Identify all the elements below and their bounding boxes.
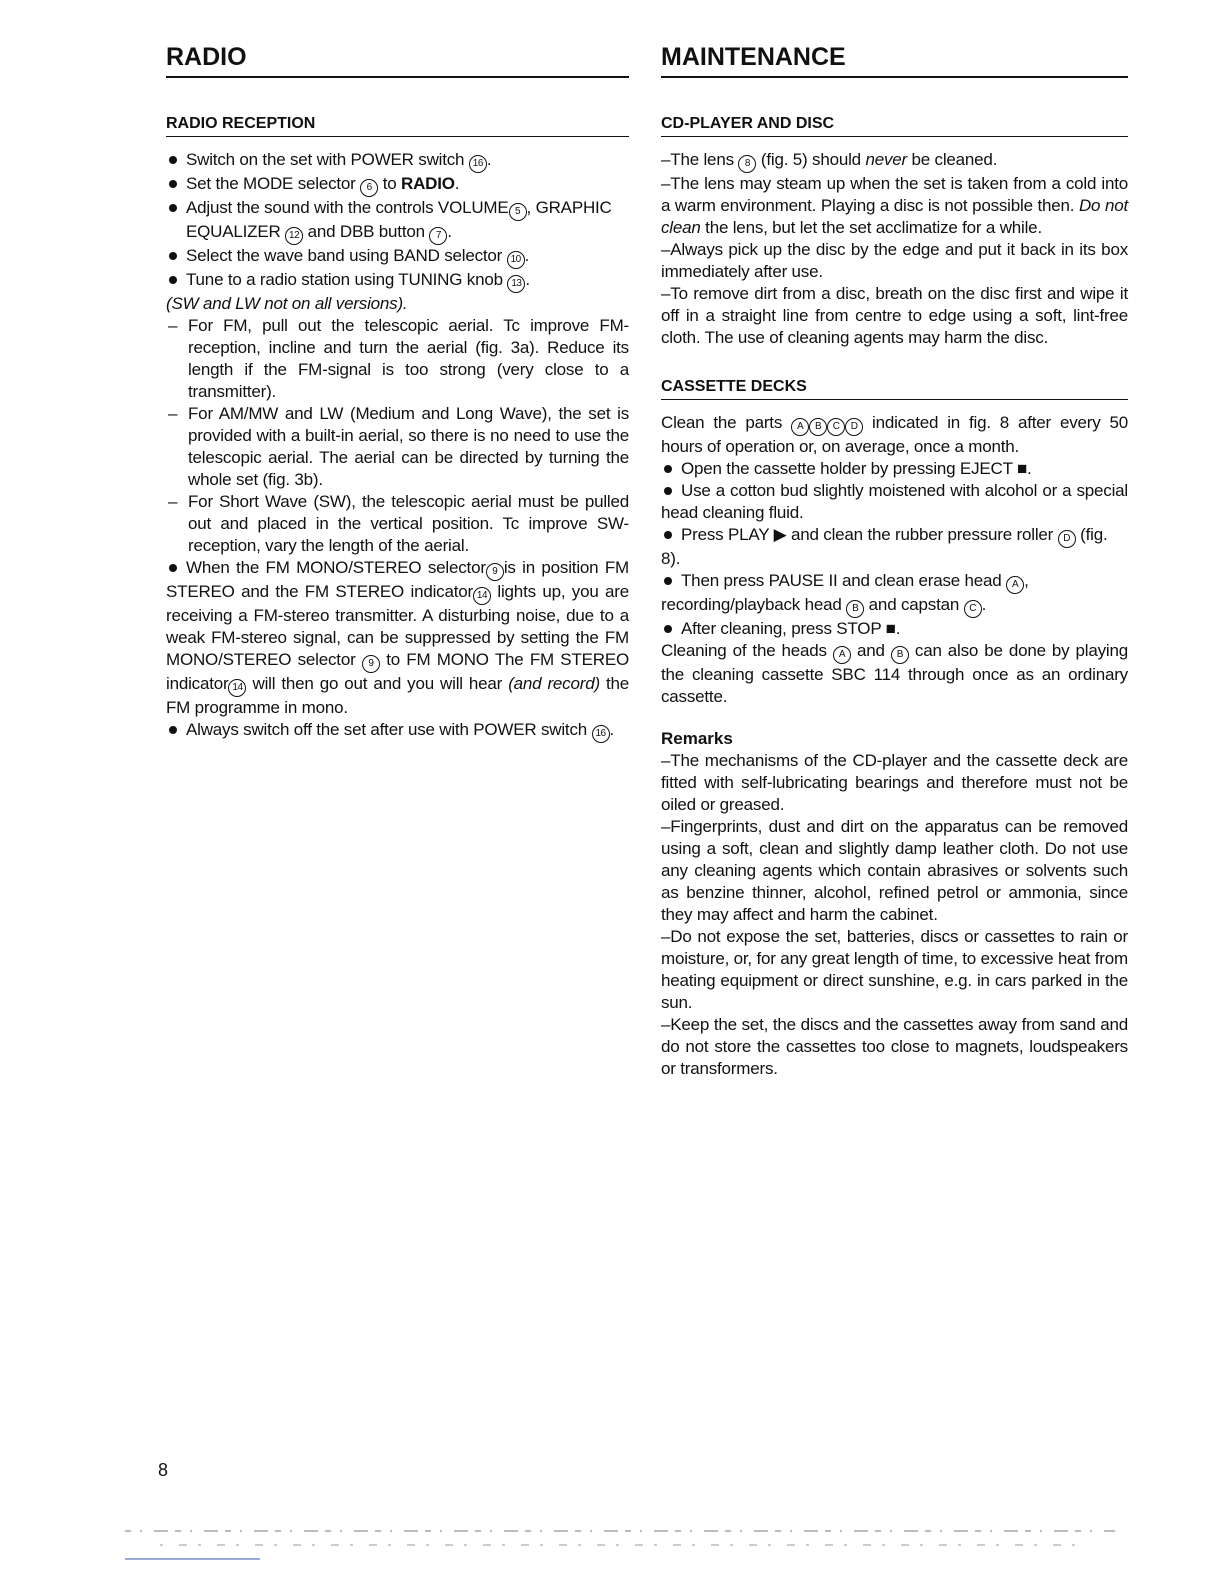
part-b-marker: B [891,646,909,664]
part-a-marker: A [1006,576,1024,594]
aerial-list [166,315,629,557]
cassette-heads-note: Cleaning of the heads A and B can also be done by playing the cleaning cassette SBC 114 through once as an ordinary cassette. [661,641,1128,706]
power-switch-marker: 16 [469,155,487,173]
list-item: – For FM, pull out the telescopic aerial. Tc improve FM-reception, incline and turn the aerial (fig. 3a). Reduce its length if the FM-signal is too strong (very close to a transmitter). [166,315,629,403]
mono-stereo-selector-marker: 9 [486,563,504,581]
remark-item: –Do not expose the set, batteries, discs or cassettes to rain or moisture, or, for any great length of time, to excessive heat from heating equipment or direct sunshine, e.g. in cars parked in the sun. [661,927,1128,1012]
list-item: Press PLAY ▶ and clean the rubber pressure roller D (fig. 8). [661,524,1128,570]
maintenance-column [661,42,1128,1080]
dbb-button-marker: 7 [429,227,447,245]
list-item: After cleaning, press STOP ■. [661,618,1128,640]
tuning-knob-marker: 13 [507,275,525,293]
stereo-indicator-marker: 14 [228,679,246,697]
switch-off-item: Always switch off the set after use with POWER switch 16 . [166,719,629,743]
power-switch-marker: 16 [592,725,610,743]
part-b-marker: B [846,600,864,618]
list-item: Select the wave band using BAND selector 10 . [166,245,629,269]
equalizer-marker: 12 [285,227,303,245]
part-d-marker: D [1058,530,1076,548]
mono-stereo-selector-marker: 9 [362,655,380,673]
page-number: 8 [158,1460,169,1480]
part-a-marker: A [833,646,851,664]
list-item: Tune to a radio station using TUNING knob 13 . [166,269,629,293]
list-item: Use a cotton bud slightly moistened with alcohol or a special head cleaning fluid. [661,481,1128,522]
remark-item: –Fingerprints, dust and dirt on the apparatus can be removed using a soft, clean and slightly damp leather cloth. Do not use any cleaning agents which contain abrasives or solvents such as benzine thinner, alcohol, refined petrol or ammonia, since they may affect and harm the cabinet. [661,817,1128,924]
remark-item: –The mechanisms of the CD-player and the cassette deck are fitted with self-lubricating bearings and therefore must not be oiled or greased. [661,751,1128,814]
cassette-decks-heading: CASSETTE DECKS [661,377,1128,400]
cd-lens-note: –The lens 8 (fig. 5) should never be cleaned. [661,149,1128,173]
maintenance-title: MAINTENANCE [661,42,1128,78]
part-d-marker: D [845,418,863,436]
cd-cleaning-note: –To remove dirt from a disc, breath on the disc first and wipe it off in a straight line from centre to edge using a soft, lint-free cloth. The use of cleaning agents may harm the disc. [661,284,1128,347]
stereo-paragraph: When the FM MONO/STEREO selector 9 is in position FM STEREO and the FM STEREO indicator 14 lights up, you are receiving a FM-stereo transmitter. A disturbing noise, due to a weak FM-stereo signal, can be suppressed by setting the FM MONO/STEREO selector 9 to FM MONO The FM STEREO indicator 14 will then go out and you will hear (and record) the FM programme in mono. [166,558,630,717]
volume-marker: 5 [509,203,527,221]
cassette-intro: Clean the parts A B C D indicated in fig. 8 after every 50 hours of operation or, on average, once a month. [661,413,1128,456]
part-b-marker: B [809,418,827,436]
cd-player-heading: CD-PLAYER AND DISC [661,114,1128,137]
band-selector-marker: 10 [507,251,525,269]
part-c-marker: C [964,600,982,618]
radio-title: RADIO [166,42,629,78]
remark-item: –Keep the set, the discs and the cassettes away from sand and do not store the cassettes too close to magnets, loudspeakers or transformers. [661,1015,1128,1078]
radio-steps-list [166,149,629,293]
cassette-steps-list [661,458,1128,640]
radio-column [166,42,629,743]
part-a-marker: A [791,418,809,436]
mode-selector-marker: 6 [360,179,378,197]
list-item: – For Short Wave (SW), the telescopic aerial must be pulled out and placed in the vertical position. Tc improve SW-reception, vary the length of the aerial. [166,491,629,557]
list-item: Open the cassette holder by pressing EJECT ■. [661,458,1128,480]
scan-artifact [120,1525,1120,1565]
radio-reception-heading: RADIO RECEPTION [166,114,629,137]
cd-handling-note: –Always pick up the disc by the edge and put it back in its box immediately after use. [661,240,1128,281]
remarks-heading: Remarks [661,729,733,748]
list-item: Then press PAUSE II and clean erase head A , recording/playback head B and capstan C . [661,570,1128,618]
part-c-marker: C [827,418,845,436]
cd-steam-note: –The lens may steam up when the set is taken from a cold into a warm environment. Playing a disc is not possible then. Do not clean the lens, but let the set acclimatize for a while. [661,174,1128,237]
list-item: – For AM/MW and LW (Medium and Long Wave), the set is provided with a built-in aerial, so there is no need to use the telescopic aerial. The aerial can be directed by turning the whole set (fig. 3b). [166,403,629,491]
lens-marker: 8 [738,155,756,173]
list-item: Adjust the sound with the controls VOLUME 5 , GRAPHIC EQUALIZER 12 and DBB button 7 . [166,197,629,245]
list-item: Switch on the set with POWER switch 16 . [166,149,629,173]
stereo-indicator-marker: 14 [473,587,491,605]
list-item: Set the MODE selector 6 to RADIO. [166,173,629,197]
versions-note: (SW and LW not on all versions). [166,294,408,313]
